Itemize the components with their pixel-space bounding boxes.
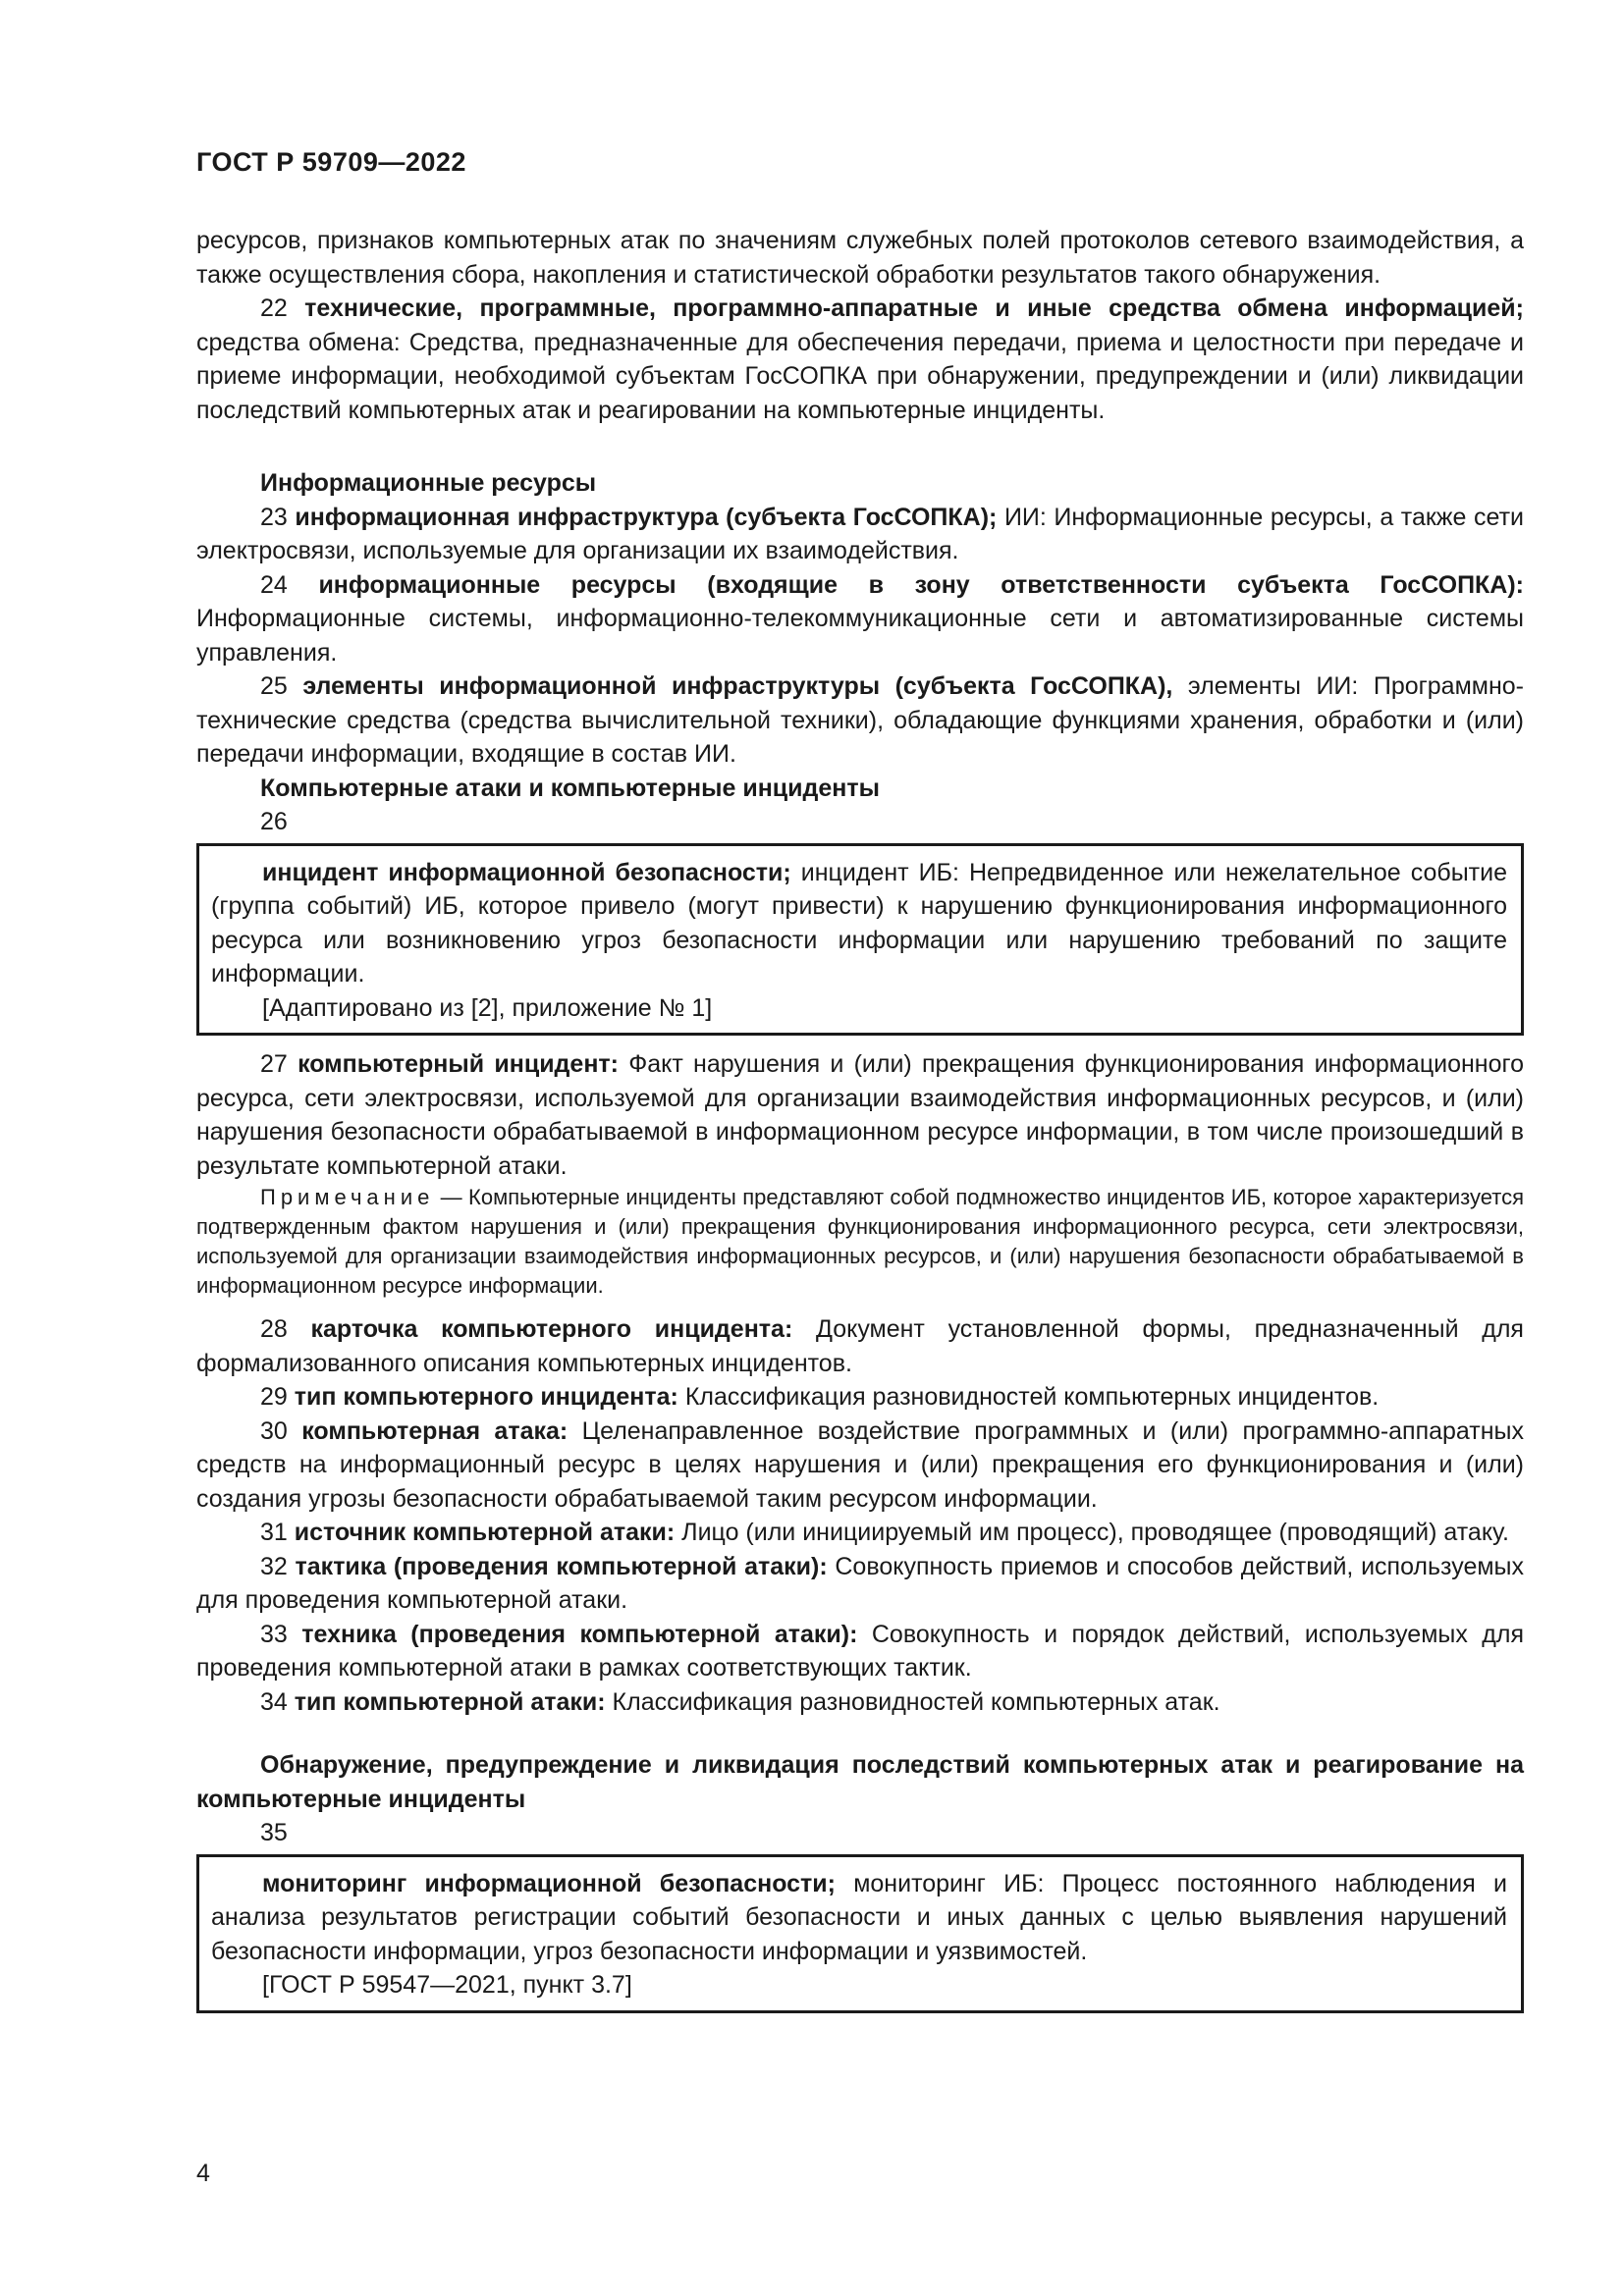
term-24-definition: Информационные системы, информационно-телекоммуникационные сети и автоматизированные системы управления. <box>196 605 1524 667</box>
note-label: Примечание <box>260 1185 435 1209</box>
term-31-definition: Лицо (или инициируемый им процесс), проводящее (проводящий) атаку. <box>675 1519 1509 1546</box>
term-27: 27 компьютерный инцидент: Факт нарушения и (или) прекращения функционирования информационного ресурса, сети электросвязи, используемой для организации взаимодействия информационных ресурсов, и (или) нарушения безопасности обрабатываемой в информационном ресурсе информации, в том числе произошедший в результате компьютерной атаки. <box>196 1050 1524 1180</box>
term-34: 34 тип компьютерной атаки: Классификация разновидностей компьютерных атак. <box>260 1687 1220 1716</box>
term-27-title: компьютерный инцидент: <box>298 1050 619 1078</box>
term-30: 30 компьютерная атака: Целенаправленное воздействие программных и (или) программно-аппаратных средств на информационный ресурс в целях нарушения и (или) прекращения его функционирования и (или) создания угрозы безопасности обрабатываемой таким ресурсом информации. <box>196 1416 1525 1513</box>
term-34-definition: Классификация разновидностей компьютерных атак. <box>605 1687 1220 1716</box>
term-22: 22 технические, программные, программно-аппаратные и иные средства обмена информацией; средства обмена: Средства, предназначенные для обеспечения передачи, приема и целостности при передаче и приеме информации, необходимой субъектам ГосСОПКА при обнаружении, предупреждении и (или) ликвидации последствий компьютерных атак и реагировании на компьютерные инциденты. <box>196 294 1524 424</box>
term-26-title: инцидент информационной безопасности; <box>262 858 791 886</box>
term-23-title: информационная инфраструктура (субъекта ГосСОПКА); <box>295 503 998 531</box>
term-35-title: мониторинг информационной безопасности; <box>262 1869 836 1897</box>
term-34-title: тип компьютерной атаки: <box>294 1687 606 1716</box>
term-29-title: тип компьютерного инцидента: <box>294 1383 678 1411</box>
term-22-definition: средства обмена: Средства, предназначенные для обеспечения передачи, приема и целостности при передаче и приеме информации, необходимой субъектам ГосСОПКА при обнаружении, предупреждении и (или) ликвидации последствий компьютерных атак и реагировании на компьютерные инциденты. <box>196 328 1524 424</box>
term-24: 24 информационные ресурсы (входящие в зону ответственности субъекта ГосСОПКА): Информационные системы, информационно-телекоммуникационные сети и автоматизированные системы управления. <box>196 570 1524 667</box>
term-32-definition: Совокупность приемов и способов действий, используемых для проведения компьютерной атаки. <box>196 1552 1524 1614</box>
term-33: 33 техника (проведения компьютерной атаки): Совокупность и порядок действий, используемых для проведения компьютерной атаки в рамках соответствующих тактик. <box>196 1620 1524 1682</box>
term-35 <box>211 1867 1507 1969</box>
term-35-definition: мониторинг ИБ: Процесс постоянного наблюдения и анализа результатов регистрации событий безопасности и иных данных с целью выявления нарушений безопасности информации, угроз безопасности информации и уязвимостей. <box>211 1869 1507 1965</box>
term-31: 31 источник компьютерной атаки: Лицо (или инициируемый им процесс), проводящее (проводящий) атаку. <box>260 1519 1509 1546</box>
term-25-definition: элементы ИИ: Программно-технические средства (средства вычислительной техники), обладающие функциями хранения, обработки и (или) передачи информации, входящие в состав ИИ. <box>196 672 1524 768</box>
term-26-source: [Адаптировано из [2], приложение № 1] <box>262 993 713 1022</box>
term-32-title: тактика (проведения компьютерной атаки): <box>295 1552 828 1580</box>
term-28-definition: Документ установленной формы, предназначенный для формализованного описания компьютерных инцидентов. <box>196 1315 1524 1377</box>
term-33-definition: Совокупность и порядок действий, используемых для проведения компьютерной атаки в рамках соответствующих тактик. <box>196 1620 1524 1682</box>
term-28-title: карточка компьютерного инцидента: <box>310 1315 793 1343</box>
term-31-title: источник компьютерной атаки: <box>294 1519 676 1546</box>
term-25-title: элементы информационной инфраструктуры (субъекта ГосСОПКА), <box>302 672 1173 700</box>
section-heading-detection: Обнаружение, предупреждение и ликвидация последствий компьютерных атак и реагирование на компьютерные инциденты <box>196 1751 1524 1813</box>
term-35-number: 35 <box>260 1819 288 1846</box>
term-22-title: технические, программные, программно-аппаратные и иные средства обмена информацией; <box>304 294 1524 322</box>
term-35-box <box>196 1854 1524 2013</box>
term-28: 28 карточка компьютерного инцидента: Документ установленной формы, предназначенный для формализованного описания компьютерных инцидентов. <box>196 1315 1524 1377</box>
term-30-definition: Целенаправленное воздействие программных и (или) программно-аппаратных средств на информационный ресурс в целях нарушения и (или) прекращения его функционирования и (или) создания угрозы безопасности обрабатываемой таким ресурсом информации. <box>196 1416 1525 1513</box>
standard-header: ГОСТ Р 59709—2022 <box>196 147 466 177</box>
term-29: 29 тип компьютерного инцидента: Классификация разновидностей компьютерных инцидентов. <box>260 1383 1380 1411</box>
continued-paragraph: ресурсов, признаков компьютерных атак по значениям служебных полей протоколов сетевого взаимодействия, а также осуществления сбора, накопления и статистической обработки результатов такого обнаружения. <box>196 227 1524 289</box>
section-heading-attacks: Компьютерные атаки и компьютерные инциденты <box>260 774 881 802</box>
term-26-definition: инцидент ИБ: Непредвиденное или нежелательное событие (группа событий) ИБ, которое привело (могут привести) к нарушению функционирования информационного ресурса или возникновению угроз безопасности информации или нарушению требований по защите информации. <box>211 858 1507 988</box>
term-33-title: техника (проведения компьютерной атаки): <box>301 1620 858 1648</box>
note-27 <box>196 1183 1524 1301</box>
page-number: 4 <box>196 2160 210 2187</box>
term-24-title: информационные ресурсы (входящие в зону ответственности субъекта ГосСОПКА): <box>318 570 1524 599</box>
term-32: 32 тактика (проведения компьютерной атаки): Совокупность приемов и способов действий, используемых для проведения компьютерной атаки. <box>196 1552 1524 1614</box>
note-text: — Компьютерные инциденты представляют собой подмножество инцидентов ИБ, которое характеризуется подтвержденным фактом нарушения и (или) прекращения функционирования информационного ресурса, сети электросвязи, используемой для организации взаимодействия информационных ресурсов, и (или) нарушения безопасности обрабатываемой в информационном ресурсе информации. <box>196 1185 1524 1298</box>
section-heading-info-resources: Информационные ресурсы <box>260 469 597 497</box>
term-23: 23 информационная инфраструктура (субъекта ГосСОПКА); ИИ: Информационные ресурсы, а также сети электросвязи, используемые для организации их взаимодействия. <box>196 503 1524 564</box>
term-23-definition: ИИ: Информационные ресурсы, а также сети электросвязи, используемые для организации их взаимодействия. <box>196 503 1524 564</box>
term-26-number: 26 <box>260 808 288 835</box>
term-29-definition: Классификация разновидностей компьютерных инцидентов. <box>677 1383 1380 1411</box>
term-26-box <box>196 843 1524 1037</box>
term-35-source: [ГОСТ Р 59547—2021, пункт 3.7] <box>262 1971 632 1999</box>
document-body <box>196 224 1524 2013</box>
term-25: 25 элементы информационной инфраструктуры (субъекта ГосСОПКА), элементы ИИ: Программно-технические средства (средства вычислительной техники), обладающие функциями хранения, обработки и (или) передачи информации, входящие в состав ИИ. <box>196 672 1524 768</box>
term-26 <box>211 856 1507 991</box>
term-30-title: компьютерная атака: <box>301 1416 568 1445</box>
term-27-definition: Факт нарушения и (или) прекращения функционирования информационного ресурса, сети электросвязи, используемой для организации взаимодействия информационных ресурсов, и (или) нарушения безопасности обрабатываемой в информационном ресурсе информации, в том числе произошедший в результате компьютерной атаки. <box>196 1050 1524 1180</box>
